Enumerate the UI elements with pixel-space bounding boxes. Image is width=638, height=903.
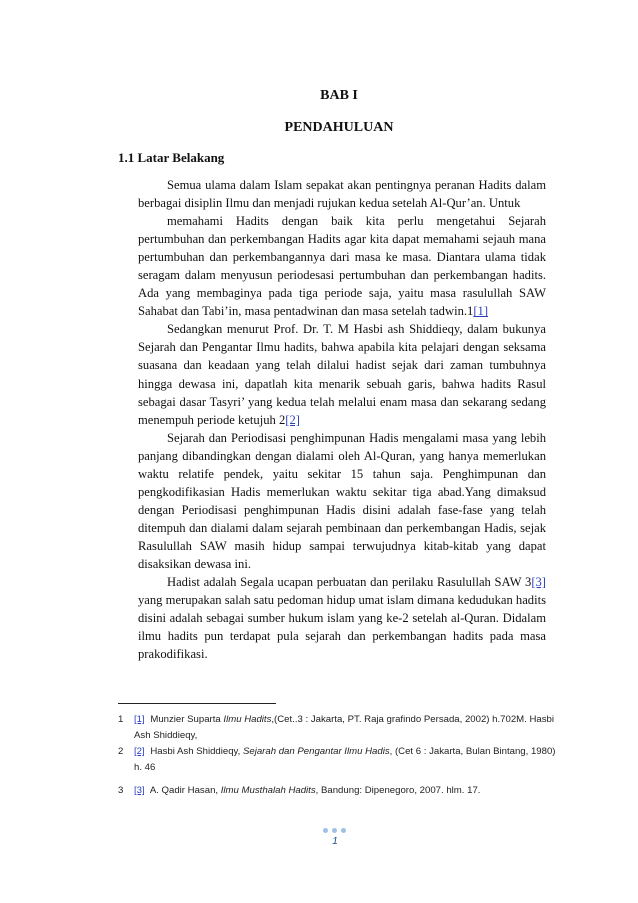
footnote-publication: , (Cet 6 : Jakarta, Bulan Bintang, 1980) h. 46 — [134, 746, 556, 773]
paragraph-text: memahami Hadits dengan baik kita perlu mengetahui Sejarah pertumbuhan dan perkembangan Hadits agar kita dapat memahami sejauh mana pertumbuhan dan perkembangannya dari masa ke masa. Diantara ulama tidak seragam dalam menyusun periodesasi pertumbuhan dan perkembangan hadits. Ada yang membaginya pada tiga periode saja, yaitu masa rasulullah SAW Sahabat dan Tabi’in, masa pentadwinan dan masa setelah tadwin.1 — [138, 214, 546, 319]
paragraph-2 — [138, 212, 546, 320]
footnote-book-title: Ilmu Hadits — [223, 714, 272, 725]
paragraph-4 — [138, 429, 546, 573]
footnote-backlink-1[interactable]: [1] — [134, 714, 145, 725]
footnote-3 — [118, 783, 558, 799]
paragraph-1 — [138, 176, 546, 212]
page-number: 1 — [332, 836, 338, 847]
chapter-number: BAB I — [320, 88, 358, 103]
footnote-number: 3 — [118, 785, 124, 796]
paragraph-3 — [138, 320, 546, 428]
footnote-1 — [118, 712, 558, 744]
paragraph-text: Hadist adalah Segala ucapan perbuatan dan perilaku Rasulullah SAW 3 — [167, 575, 532, 590]
paragraph-text: Sejarah dan Periodisasi penghimpunan Hadis mengalami masa yang lebih panjang dibandingkan dengan dialami oleh Al-Quran, yang hanya memerlukan waktu relatife pendek, yaitu sekitar 15 tahun saja. Penghimpunan dan pengkodifikasian Hadis memerlukan waktu sekitar tiga abad.Yang dimaksud dengan Periodisasi penghimpunan Hadis disini adalah fase-fase yang telah ditempuh dan dialami dalam sejarah pembinaan dan perkembangan Hadis, sejak Rasulullah SAW masih hidup sampai terwujudnya kitab-kitab yang dapat disaksikan dewasa ini. — [138, 430, 546, 571]
footnote-book-title: Ilmu Musthalah Hadits — [220, 785, 316, 796]
footnote-2 — [118, 744, 558, 776]
paragraph-5 — [138, 573, 546, 663]
paragraph-text-continued: yang merupakan salah satu pedoman hidup umat islam dimana kedudukan hadits disini adalah sebagai sumber hukum islam yang ke-2 setelah al-Quran. Didalam ilmu hadits pun terdapat pula sejarah dan perkembangan hadits pada masa prakodifikasi. — [138, 593, 546, 662]
footnote-publication: ,(Cet..3 : Jakarta, PT. Raja grafindo Persada, 2002) h.702M. Hasbi Ash Shiddieqy, — [134, 714, 555, 741]
paragraph-text: Sedangkan menurut Prof. Dr. T. M Hasbi ash Shiddieqy, dalam bukunya Sejarah dan Pengantar Ilmu hadits, bahwa apabila kita pelajari dengan seksama suasana dan keadaan yang telah dilalui hadist sejak dari zaman tumbuhnya hingga dewasa ini, dapatlah kita menarik sebuah garis, bahwa hadits Rasul sebagai dasar Tasyri’ yang kedua telah melalui enam masa dan sekarang sedang menempuh periode ketujuh 2 — [138, 322, 546, 427]
footnote-number: 1 — [118, 714, 124, 725]
footnote-book-title: Sejarah dan Pengantar Ilmu Hadis — [242, 746, 390, 757]
chapter-title: PENDAHULUAN — [284, 120, 394, 135]
footnote-publication: , Bandung: Dipenegoro, 2007. hlm. 17. — [315, 785, 481, 796]
footnote-link-3[interactable]: [3] — [531, 575, 546, 590]
footnote-author: Hasbi Ash Shiddieqy, — [150, 746, 243, 757]
footnote-link-2[interactable]: [2] — [285, 412, 300, 427]
body-text — [138, 176, 546, 663]
footnote-backlink-2[interactable]: [2] — [134, 746, 145, 757]
footnotes — [118, 712, 558, 799]
three-dots-icon — [323, 828, 347, 836]
paragraph-text: Semua ulama dalam Islam sepakat akan pentingnya peranan Hadits dalam berbagai disiplin Ilmu dan menjadi rujukan kedua setelah Al-Qur’an. Untuk — [138, 178, 546, 211]
footnote-link-1[interactable]: [1] — [473, 304, 489, 319]
footnote-author: Munzier Suparta — [150, 714, 224, 725]
footnote-backlink-3[interactable]: [3] — [134, 785, 145, 796]
footnote-divider — [118, 703, 276, 704]
footnote-number: 2 — [118, 746, 124, 757]
footnote-author: A. Qadir Hasan, — [149, 785, 221, 796]
section-heading: 1.1 Latar Belakang — [118, 150, 225, 165]
